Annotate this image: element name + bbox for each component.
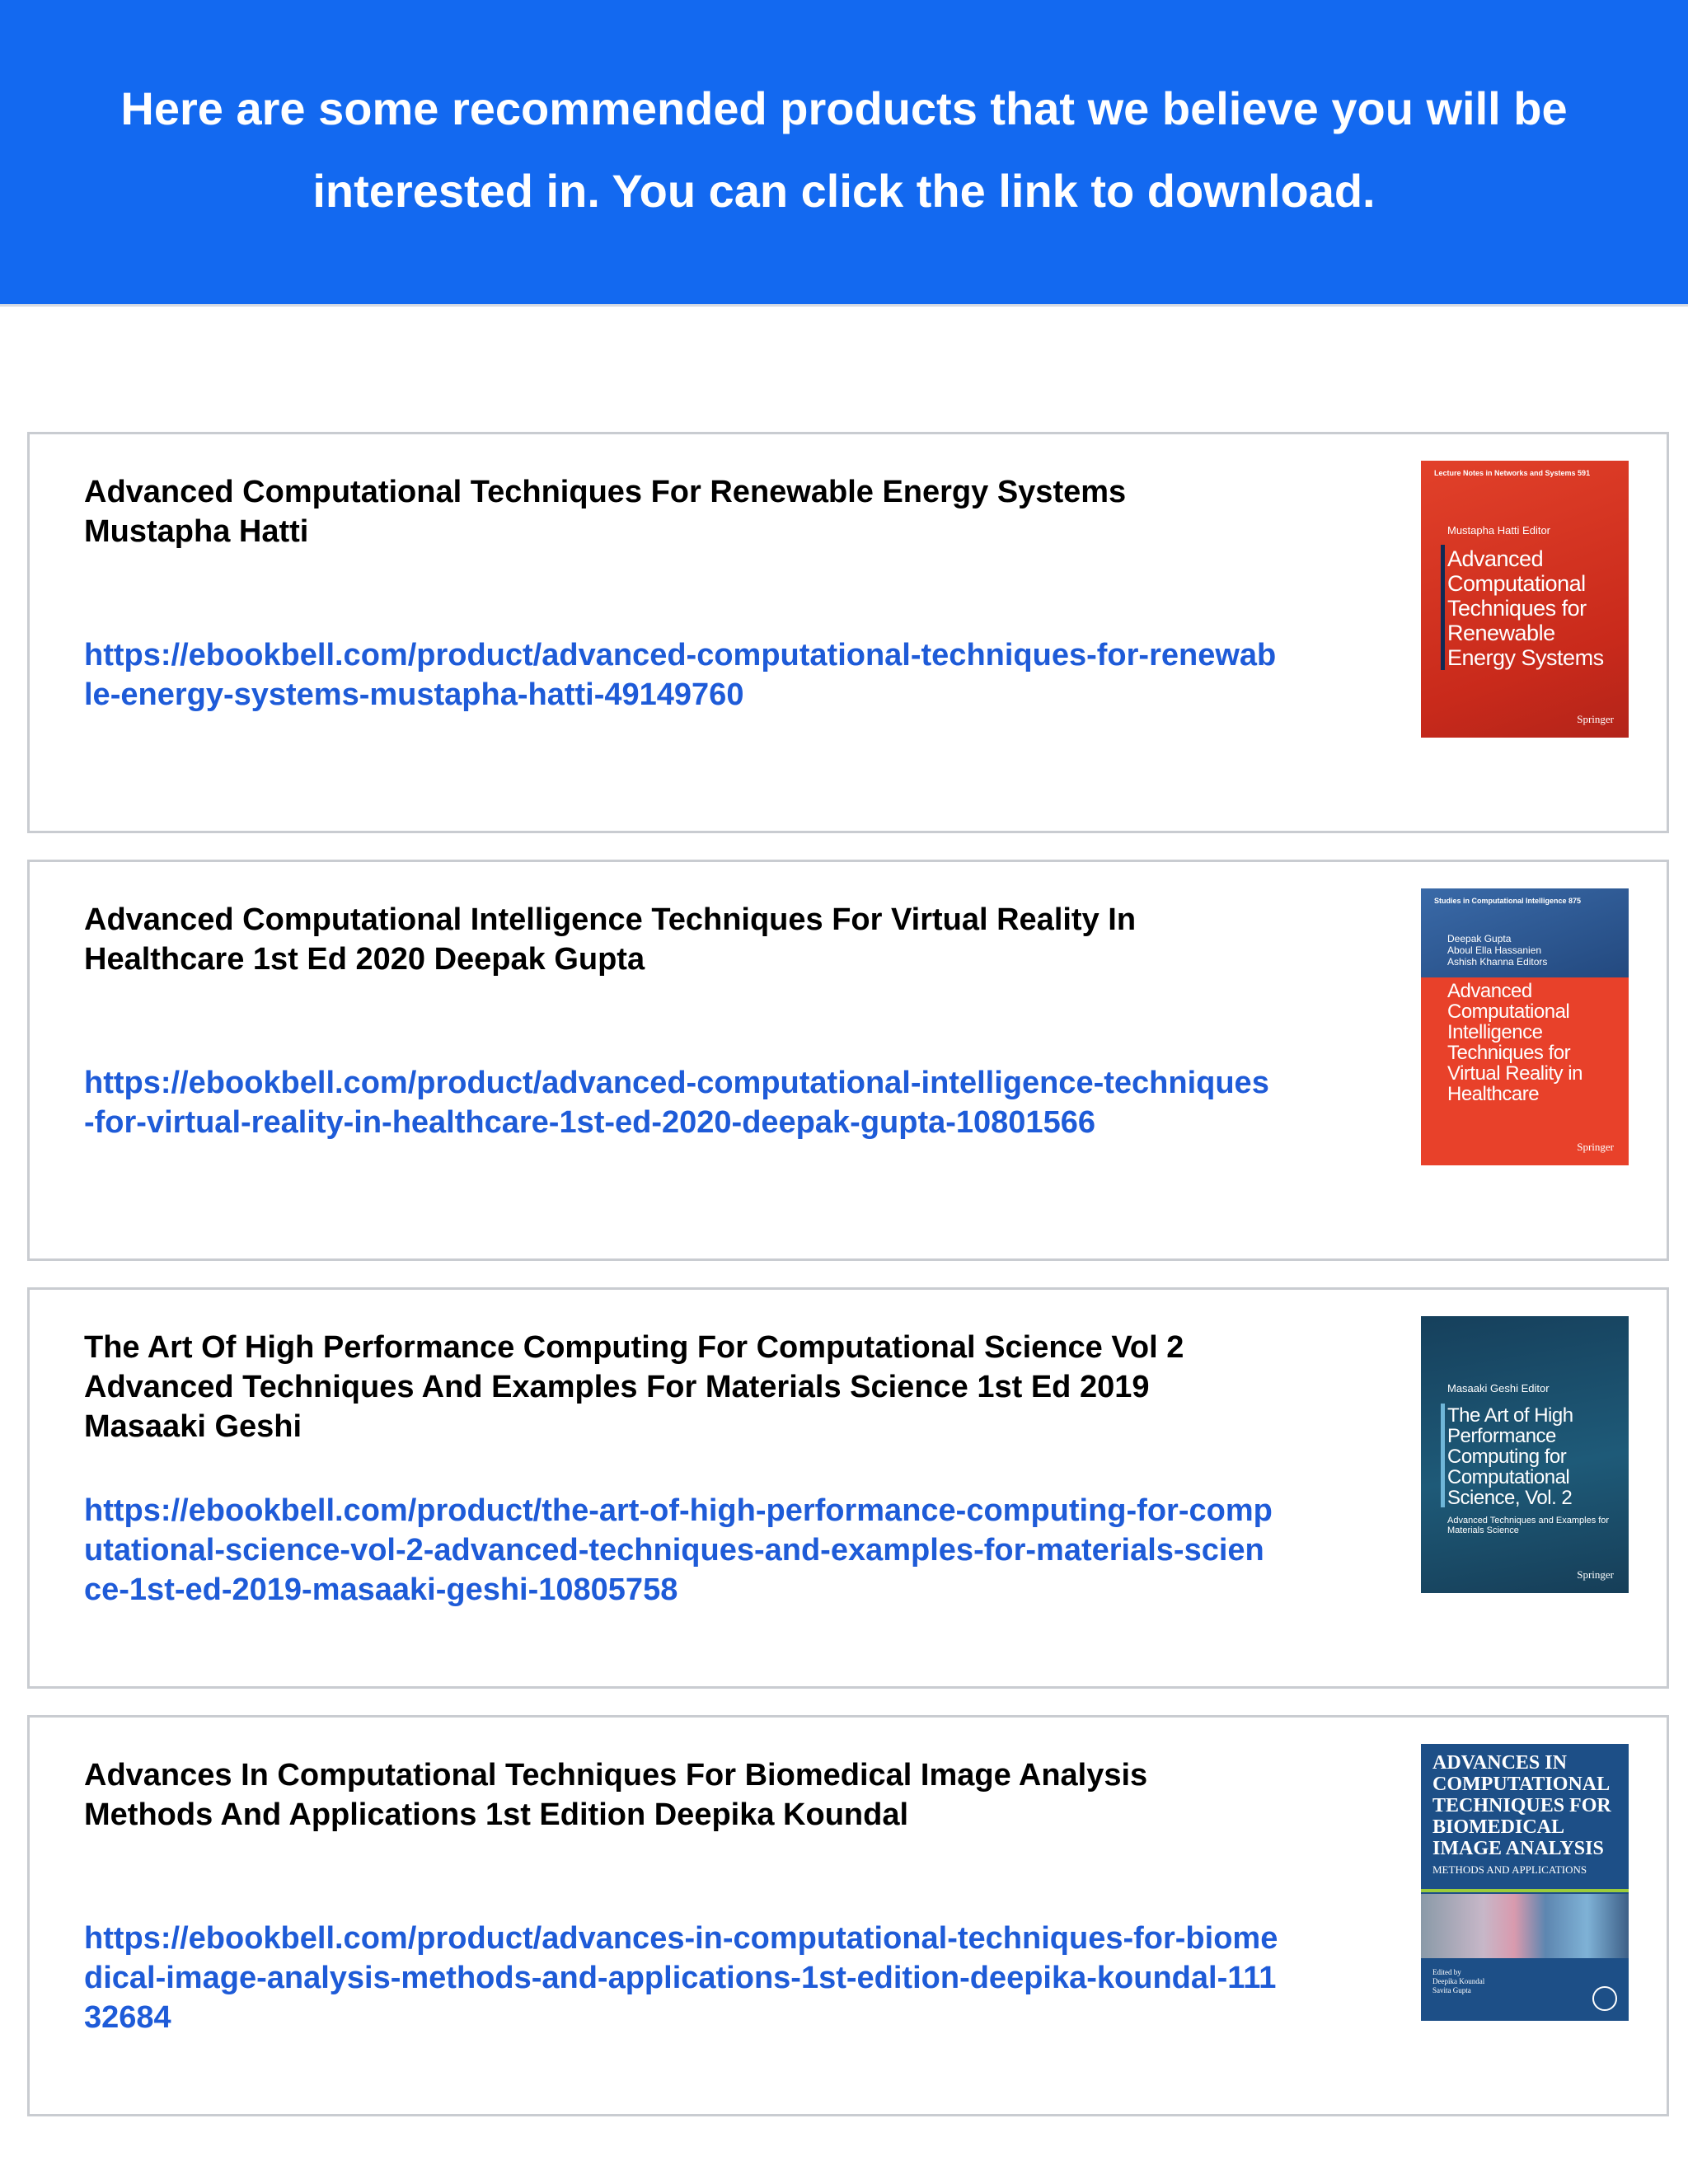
product-title: Advanced Computational Techniques For Renewable Energy Systems Mustapha Hatti bbox=[84, 475, 1127, 549]
cover-publisher: Springer bbox=[1577, 1141, 1614, 1153]
book-cover bbox=[1421, 888, 1629, 1165]
cover-divider bbox=[1421, 1889, 1629, 1892]
cover-editor: Masaaki Geshi Editor bbox=[1447, 1382, 1550, 1394]
cover-title: Advanced Computational Techniques for Renewable Energy Systems bbox=[1447, 546, 1604, 670]
product-title: Advanced Computational Intelligence Techniques For Virtual Reality In Healthcare 1st Ed 2020 Deepak Gupta bbox=[84, 902, 1137, 977]
cover-title: ADVANCES IN COMPUTATIONAL TECHNIQUES FOR BIOMEDICAL IMAGE ANALYSIS bbox=[1432, 1752, 1611, 1859]
cover-image-strip bbox=[1421, 1894, 1629, 1958]
cover-subtitle: Advanced Techniques and Examples for Materials Science bbox=[1447, 1516, 1610, 1535]
cover-editor: Edited by Deepika Koundal Savita Gupta bbox=[1432, 1968, 1485, 1994]
product-card bbox=[27, 1715, 1669, 2116]
book-cover bbox=[1421, 1316, 1629, 1593]
product-download-link[interactable]: https://ebookbell.com/product/advances-in-computational-techniques-for-biomedical-image-analysis-methods-and-applications-1st-edition-deepika-koundal-11132684 bbox=[84, 1921, 1278, 2035]
cover-series: Lecture Notes in Networks and Systems 591 bbox=[1434, 469, 1591, 477]
cover-accent-bar bbox=[1441, 545, 1445, 670]
book-cover bbox=[1421, 461, 1629, 738]
cover-accent-bar bbox=[1441, 1404, 1445, 1507]
product-card bbox=[27, 860, 1669, 1261]
product-title: Advances In Computational Techniques For Biomedical Image Analysis Methods And Applications 1st Edition Deepika Koundal bbox=[84, 1758, 1148, 1832]
cover-series: Studies in Computational Intelligence 875 bbox=[1434, 897, 1582, 905]
recommendation-banner bbox=[0, 0, 1688, 307]
product-card bbox=[27, 432, 1669, 833]
cover-editor: Deepak Gupta Aboul Ella Hassanien Ashish Khanna Editors bbox=[1447, 933, 1548, 968]
book-cover bbox=[1421, 1744, 1629, 2021]
banner-text: Here are some recommended products that we believe you will be interested in. You can click the link to download. bbox=[120, 82, 1568, 217]
product-download-link[interactable]: https://ebookbell.com/product/advanced-computational-techniques-for-renewable-energy-systems-mustapha-hatti-49149760 bbox=[84, 638, 1277, 712]
product-download-link[interactable]: https://ebookbell.com/product/advanced-computational-intelligence-techniques-for-virtual-reality-in-healthcare-1st-ed-2020-deepak-gupta-10801566 bbox=[84, 1066, 1269, 1140]
product-title: The Art Of High Performance Computing For Computational Science Vol 2 Advanced Techniques And Examples For Materials Science 1st Ed 2019 Masaaki Geshi bbox=[84, 1330, 1184, 1444]
product-download-link[interactable]: https://ebookbell.com/product/the-art-of-high-performance-computing-for-computational-science-vol-2-advanced-techniques-and-examples-for-materials-science-1st-ed-2019-masaaki-geshi-10805758 bbox=[84, 1493, 1273, 1607]
product-card bbox=[27, 1287, 1669, 1689]
cover-title: The Art of High Performance Computing for Computational Science, Vol. 2 bbox=[1447, 1404, 1573, 1509]
publisher-logo-icon bbox=[1592, 1986, 1617, 2011]
cover-title: Advanced Computational Intelligence Techniques for Virtual Reality in Healthcare bbox=[1447, 980, 1582, 1105]
cover-editor: Mustapha Hatti Editor bbox=[1447, 524, 1551, 537]
cover-subtitle: METHODS AND APPLICATIONS bbox=[1432, 1863, 1587, 1876]
cover-publisher: Springer bbox=[1577, 713, 1614, 725]
cover-publisher: Springer bbox=[1577, 1568, 1614, 1581]
